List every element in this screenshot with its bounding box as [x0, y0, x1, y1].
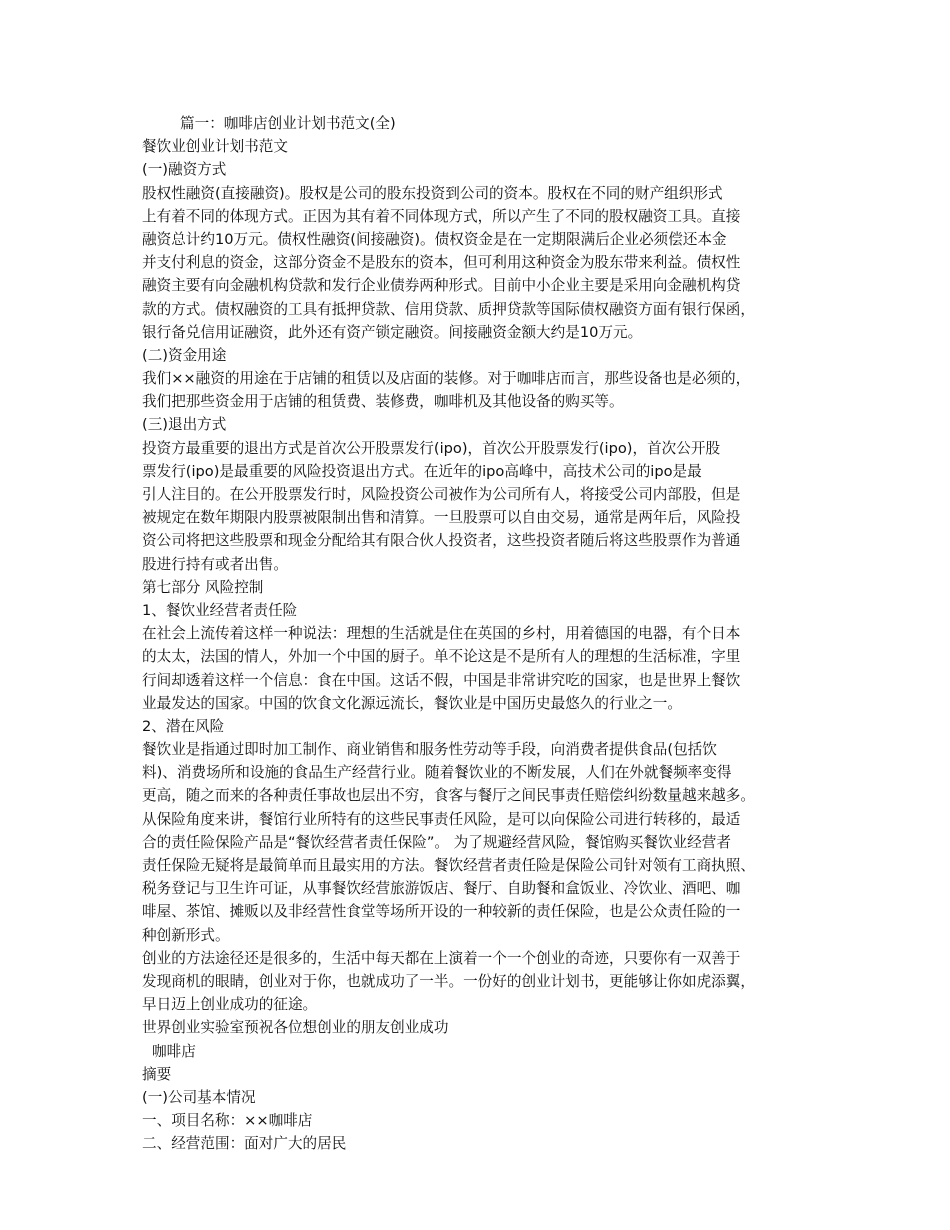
paragraph-line: 我们把那些资金用于店铺的租赁费、装修费，咖啡机及其他设备的购买等。 [142, 393, 624, 411]
paragraph-line: 税务登记与卫生许可证，从事餐饮经营旅游饭店、餐厅、自助餐和盒饭业、冷饮业、酒吧、咖 [142, 880, 741, 898]
paragraph-line: 并支付利息的资金，这部分资金不是股东的资本，但可利用这种资金为股东带来利益。债权性 [142, 254, 741, 272]
list-item: 一、项目名称：××咖啡店 [142, 1112, 313, 1130]
section-heading: 摘要 [142, 1065, 172, 1083]
paragraph-line: 被规定在数年期限内股票被限制出售和清算。一旦股票可以自由交易，通常是两年后，风险投 [142, 509, 741, 527]
paragraph-line: 的太太，法国的情人，外加一个中国的厨子。单不论这是不是所有人的理想的生活标准，字里 [142, 648, 741, 666]
subsection-heading: (一)融资方式 [142, 161, 227, 179]
paragraph-line: 上有着不同的体现方式。正因为其有着不同体现方式，所以产生了不同的股权融资工具。直接 [142, 207, 741, 225]
paragraph-line: 合的责任险保险产品是“餐饮经营者责任保险”。 为了规避经营风险，餐馆购买餐饮业经营者 [142, 833, 731, 851]
paragraph-line: 餐饮业是指通过即时加工制作、商业销售和服务性劳动等手段，向消费者提供食品(包括饮 [142, 741, 717, 759]
list-item: 二、经营范围：面对广大的居民 [142, 1135, 347, 1153]
paragraph-line: 款的方式。债权融资的工具有抵押贷款、信用贷款、质押贷款等国际债权融资方面有银行保函， [142, 300, 755, 318]
paragraph-line: 资公司将把这些股票和现金分配给其有限合伙人投资者，这些投资者随后将这些股票作为普通 [142, 532, 741, 550]
paragraph-line: 发现商机的眼睛，创业对于你，也就成功了一半。一份好的创业计划书，更能够让你如虎添翼， [142, 972, 755, 990]
subsection-heading: 1、餐饮业经营者责任险 [142, 601, 298, 619]
subsection-heading: (一)公司基本情况 [142, 1088, 256, 1106]
paragraph-line: 股权性融资(直接融资)。股权是公司的股东投资到公司的资本。股权在不同的财产组织形式 [142, 184, 723, 202]
paragraph-line: 银行备兑信用证融资，此外还有资产锁定融资。间接融资金额大约是10万元。 [142, 323, 643, 341]
section-heading: 第七部分 风险控制 [142, 578, 264, 596]
paragraph-line: 料)、消费场所和设施的食品生产经营行业。随着餐饮业的不断发展，人们在外就餐频率变得 [142, 764, 732, 782]
paragraph-line: 股进行持有或者出售。 [142, 555, 288, 573]
paragraph-line: 种创新形式。 [142, 926, 230, 944]
paragraph-line: 早日迈上创业成功的征途。 [142, 996, 318, 1014]
subsection-heading: 2、潜在风险 [142, 717, 225, 735]
subsection-heading: (三)退出方式 [142, 416, 227, 434]
paragraph-line: 创业的方法途径还是很多的，生活中每天都在上演着一个一个创业的奇迹，只要你有一双善于 [142, 949, 741, 967]
paragraph-line: 行间却透着这样一个信息：食在中国。这话不假，中国是非常讲究吃的国家，也是世界上餐饮 [142, 671, 741, 689]
paragraph-line: 在社会上流传着这样一种说法：理想的生活就是住在英国的乡村，用着德国的电器，有个日本 [142, 625, 741, 643]
subsection-heading: (二)资金用途 [142, 346, 227, 364]
paragraph-line: 责任保险无疑将是最简单而且最实用的方法。餐饮经营者责任险是保险公司针对领有工商执照、 [142, 857, 755, 874]
paragraph-line: 融资主要有向金融机构贷款和发行企业债券两种形式。目前中小企业主要是采用向金融机构贷 [142, 277, 741, 295]
paragraph-line: 票发行(ipo)是最重要的风险投资退出方式。在近年的ipo高峰中，高技术公司的ipo是最 [142, 462, 702, 480]
document-page [142, 112, 822, 1155]
section-heading: 餐饮业创业计划书范文 [142, 138, 288, 156]
paragraph-line: 融资总计约10万元。债权性融资(间接融资)。债权资金是在一定期限满后企业必须偿还本金 [142, 230, 727, 248]
paragraph-line: 我们××融资的用途在于店铺的租赁以及店面的装修。对于咖啡店而言，那些设备也是必须的， [142, 370, 751, 388]
paragraph-line: 业最发达的国家。中国的饮食文化源远流长，餐饮业是中国历史最悠久的行业之一。 [142, 694, 682, 712]
paragraph-line: 引人注目的。在公开股票发行时，风险投资公司被作为公司所有人，将接受公司内部股，但是 [142, 486, 741, 503]
section-heading: 咖啡店 [152, 1042, 196, 1060]
paragraph-line: 从保险角度来讲，餐馆行业所特有的这些民事责任风险，是可以向保险公司进行转移的，最适 [142, 810, 741, 828]
document-title: 篇一：咖啡店创业计划书范文(全) [180, 115, 396, 132]
paragraph-line: 投资方最重要的退出方式是首次公开股票发行(ipo)，首次公开股票发行(ipo)，首次公开股 [142, 439, 721, 457]
paragraph-line: 更高，随之而来的各种责任事故也层出不穷，食客与餐厅之间民事责任赔偿纠纷数量越来越多。 [142, 787, 755, 805]
paragraph-line: 世界创业实验室预祝各位想创业的朋友创业成功 [142, 1019, 449, 1037]
paragraph-line: 啡屋、茶馆、摊贩以及非经营性食堂等场所开设的一种较新的责任保险，也是公众责任险的一 [142, 903, 741, 921]
